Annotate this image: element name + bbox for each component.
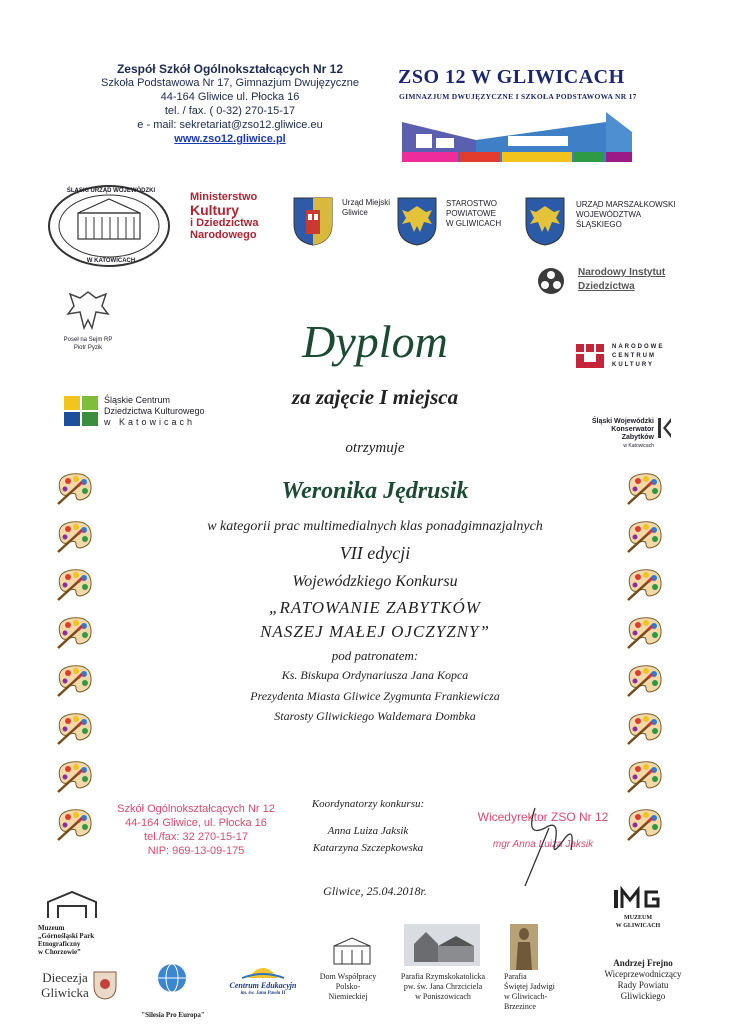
palette-icon [624,662,664,698]
muzeum-l3: Etnograficzny [38,940,81,948]
palette-icon [54,758,94,794]
wkz-l3: w Katowicach [623,443,654,449]
frejno-l2: Wiceprzewodniczący [604,969,682,979]
muzeum-chorzow-label [38,924,108,956]
vice-l1: Wicedyrektor ZSO Nr 12 [477,810,609,824]
um-l1: Urząd Miejski [342,198,391,207]
diploma-edition: VII edycji [339,543,411,563]
silesia-label: "Silesia Pro Europa" [141,1011,205,1019]
zso-logo-title: ZSO 12 W GLIWICACH [398,66,625,88]
muzeum-gliwice-label [600,914,676,930]
diploma-title: Dyplom [302,316,448,367]
marszalek-l1: URZĄD MARSZAŁKOWSKI [576,200,676,209]
posel-l1: Poseł na Sejm RP [63,337,113,343]
centrum-l1: Centrum Edukacyjn [229,981,297,990]
nid-logo-icon [536,266,566,296]
ministerstwo-l4: Narodowego [190,229,257,241]
um-logo-label [342,198,390,218]
gliwice-coat-of-arms-icon [292,196,334,246]
nck-l1: NARODOWE [612,344,665,350]
silesia-globe-icon [156,962,188,994]
dom-l2: Polsko- [335,982,361,991]
coordinators-label: Koordynatorzy konkursu: [311,798,425,810]
stamp-l4: NIP: 969-13-09-175 [147,845,245,857]
scdk-l1: Śląskie Centrum [104,395,171,405]
recipient-name: Weronika Jędrusik [281,478,469,504]
mg-l2: W GLIWICACH [615,923,661,929]
starostwo-l3: W GLIWICACH [446,219,502,228]
dom-l3: Niemieckiej [328,992,368,1001]
zso-logo-subtitle: GIMNAZJUM DWUJĘZYCZNE I SZKOŁA PODSTAWOWA NR 17 [399,92,637,101]
vice-l2: mgr Anna Luiza Jaksik [492,839,594,850]
parafia2-l3: w Gliwicach- [504,992,548,1001]
frejno-l1: Andrzej Frejno [613,958,673,968]
signature-icon [505,798,595,888]
parafia-church-icon [404,924,480,966]
wkz-l1: Śląski Wojewódzki [591,418,654,425]
contest-name-line1: „RATOWANIE ZABYTKÓW [269,598,481,617]
palette-icon [624,518,664,554]
palette-icon [54,614,94,650]
uw-seal-top-text: ŚLĄSKI URZĄD WOJEWÓDZKI [66,188,156,194]
nck-l3: KULTURY [612,362,654,368]
parafia2-l2: Świętej Jadwigi [504,982,555,991]
frejno-l4: Gliwickiego [620,991,666,1001]
marszalek-l2: WOJEWÓDZTWA [576,210,642,219]
scdk-l2: Dziedzictwa Kulturowego [104,406,205,416]
patron-2: Prezydenta Miasta Gliwice Zygmunta Frankiewicza [250,689,500,703]
st-jadwiga-icon [510,924,538,970]
school-phone: tel. / fax. ( 0-32) 270-15-17 [164,105,296,117]
parafia1-l3: w Poniszowicach [415,992,471,1001]
parafia1-l2: pw. św. Jana Chrzciciela [403,982,483,991]
starostwo-logo-label [446,199,501,229]
muzeum-l1: Muzeum [38,924,65,932]
scdk-l3: w Katowicach [104,417,196,427]
diploma-subtitle: za zajęcie I miejsca [291,385,459,409]
starostwo-eagle-icon [396,196,438,246]
diecezja-l2: Gliwicka [41,985,89,1000]
school-stamp [96,802,296,858]
coordinator-2: Katarzyna Szczepkowska [312,842,424,854]
palette-icon [624,710,664,746]
muzeum-l4: w Chorzowie” [38,948,81,956]
marszalek-eagle-icon [524,196,566,246]
diploma-category: w kategorii prac multimedialnych klas ponadgimnazjalnych [207,519,543,534]
stamp-l3: tel./fax: 32 270-15-17 [144,831,248,843]
wkz-l2: Konserwator Zabytków [611,426,654,441]
palette-icon [54,566,94,602]
patronage-label: pod patronatem: [331,648,419,663]
palette-icon [624,806,664,842]
diploma-contest: Wojewódzkiego Konkursu [292,573,458,590]
patron-1: Ks. Biskupa Ordynariusza Jana Kopca [281,668,469,682]
nck-l2: CENTRUM [612,353,656,359]
marszalek-logo-label [576,200,676,230]
ministerstwo-logo [190,191,258,241]
school-name: Zespół Szkół Ogólnokształcących Nr 12 [116,62,344,76]
dom-wspolpracy-label [310,972,386,1002]
mg-l1: MUZEUM [624,915,652,921]
palette-icon [624,470,664,506]
centrum-label [220,982,306,998]
centrum-sun-icon [238,956,288,980]
palette-icon [54,518,94,554]
ministerstwo-l1: Ministerstwo [190,191,258,203]
palette-icon [54,806,94,842]
nid-logo-label [578,266,665,294]
patron-3: Starosty Gliwickiego Waldemara Dombka [274,709,476,723]
starostwo-l2: POWIATOWE [446,209,496,218]
parafia1-l1: Parafia Rzymskokatolicka [400,972,486,981]
posel-l2: Piotr Pyzik [73,345,103,351]
school-address: 44-164 Gliwice ul. Płocka 16 [160,91,300,103]
frejno-l3: Rady Powiatu [617,980,669,990]
contest-name-line2: NASZEJ MAŁEJ OJCZYZNY” [260,622,490,641]
ministerstwo-l3: i Dziedzictwa [190,217,259,229]
diploma-date: Gliwice, 25.04.2018r. [323,884,427,898]
coordinator-1: Anna Luiza Jaksik [327,825,409,837]
parafia-poniszowice-label [388,972,498,1002]
diecezja-label [36,970,94,1000]
dom-l1: Dom Współpracy [319,972,377,981]
school-email: e - mail: sekretariat@zso12.gliwice.eu [137,119,323,131]
wkz-k-icon [658,418,672,438]
muzeum-gliwice-logo-icon [612,886,662,912]
school-header [95,62,365,146]
school-website-link[interactable]: www.zso12.gliwice.pl [174,133,286,145]
diploma-receives: otrzymuje [345,440,405,456]
centrum-l2: im. św. Jana Pawła II [240,991,286,996]
zso-building-icon [396,108,636,166]
palette-icon [624,614,664,650]
palette-icon [54,710,94,746]
muzeum-chorzow-icon [44,888,100,922]
palette-icon [624,758,664,794]
school-sub: Szkoła Podstawowa Nr 17, Gimnazjum Dwujęzyczne [101,77,359,89]
ministerstwo-l2: Kultury [190,202,239,218]
coordinators-block [278,796,458,857]
dom-wspolpracy-icon [330,936,374,966]
uw-seal-bottom-text: W KATOWICACH [86,258,136,264]
diecezja-l1: Diecezja [42,970,88,985]
palette-icon [54,470,94,506]
parafia-jadwiga-label [504,972,570,1012]
frejno-label [588,958,698,1002]
stamp-l1: Szkół Ogólnokształcących Nr 12 [117,803,275,815]
diecezja-crest-icon [92,970,118,1000]
parafia2-l4: Brzezince [504,1002,536,1011]
palette-icon [624,566,664,602]
muzeum-l2: „Górnośląski Park [38,932,95,940]
nid-l1: Narodowy Instytut [578,267,666,278]
stamp-l2: 44-164 Gliwice, ul. Płocka 16 [125,817,267,829]
nid-l2: Dziedzictwa [578,281,635,292]
um-l2: Gliwice [342,208,368,217]
parafia2-l1: Parafia [504,972,527,981]
marszalek-l3: ŚLĄSKIEGO [576,220,622,229]
starostwo-l1: STAROSTWO [446,199,497,208]
palette-icon [54,662,94,698]
